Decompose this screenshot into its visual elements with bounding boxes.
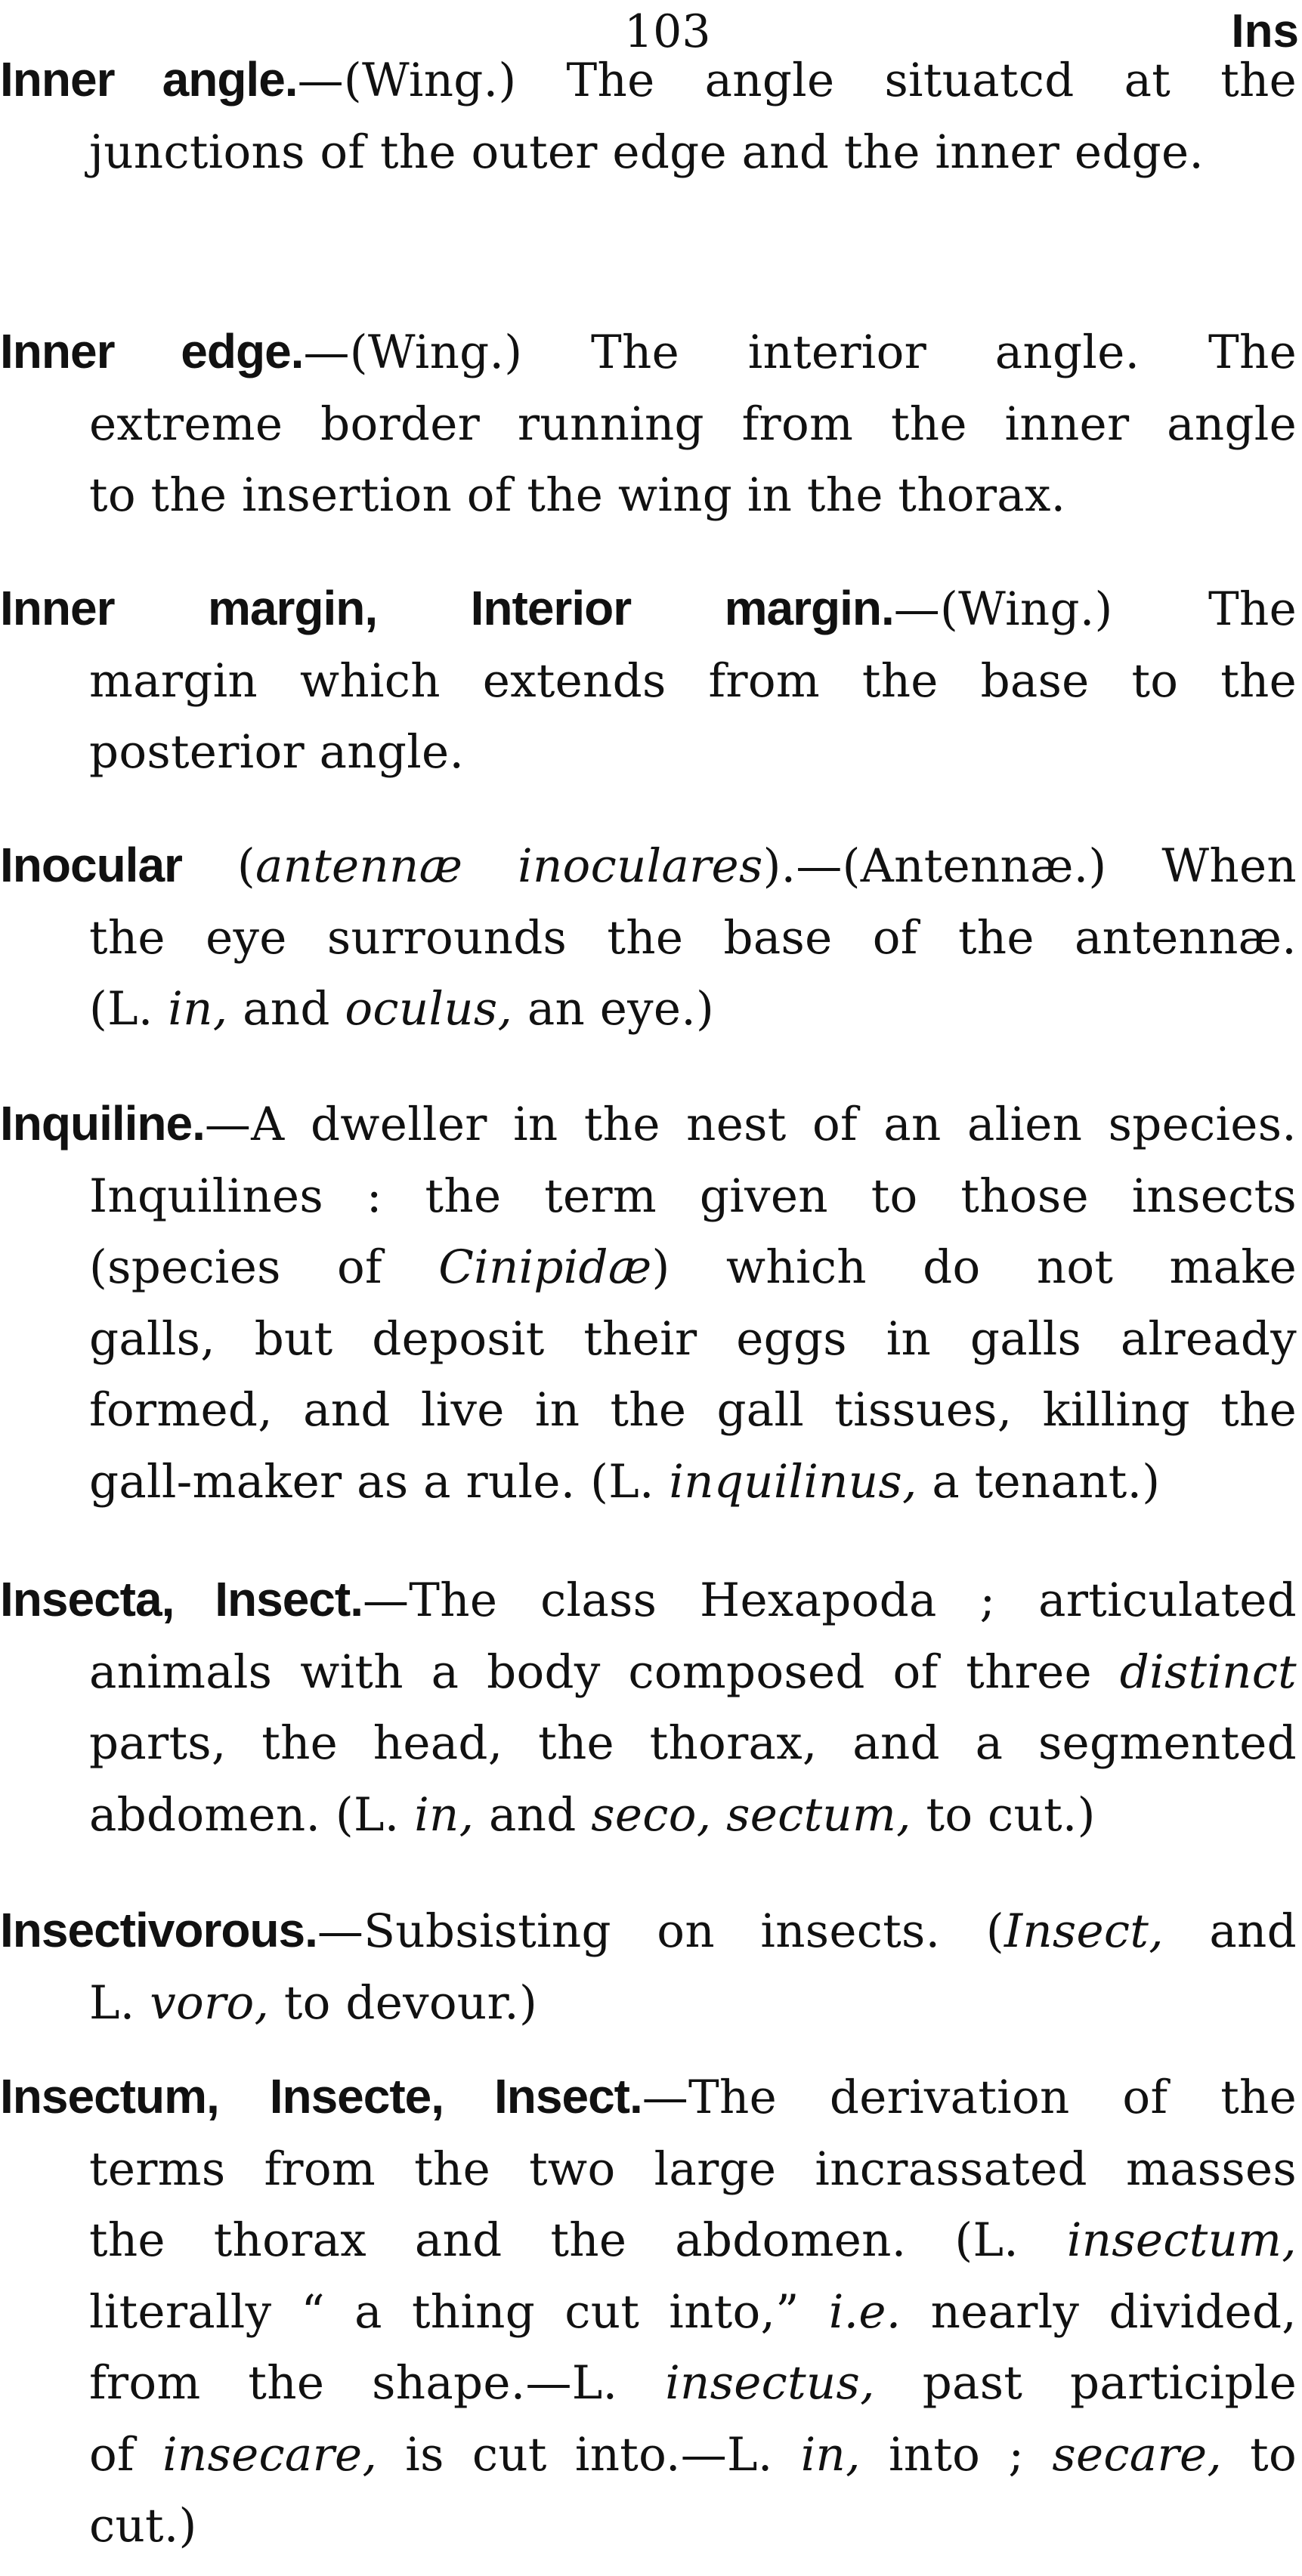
headword: Inquiline. <box>0 1096 205 1151</box>
entry-line: the eye surrounds the base of the antennæ. <box>89 910 1297 965</box>
entry-line: to the insertion of the wing in the thorax. <box>89 468 1066 522</box>
entry-line: (L. in, and oculus, an eye.) <box>89 982 715 1036</box>
headword: Insecta, Insect. <box>0 1572 363 1626</box>
entry-line: from the shape.—L. insectus, past participle <box>89 2356 1297 2410</box>
entry-line: Insectivorous.—Subsisting on insects. (Insect, and <box>0 1903 1297 1958</box>
entry-inquiline <box>0 1088 1297 1518</box>
entry-line: formed, and live in the gall tissues, killing the <box>89 1383 1297 1437</box>
entry-line: of insecare, is cut into.—L. in, into ; secare, to <box>89 2427 1297 2482</box>
entry-line: Inner edge.—(Wing.) The interior angle. The <box>0 324 1297 379</box>
headword: Inner edge. <box>0 324 304 378</box>
headword: Inocular <box>0 838 182 892</box>
entry-line: cut.) <box>89 2499 197 2553</box>
entry-line: Inquilines : the term given to those insects <box>89 1169 1297 1223</box>
entry-line: junctions of the outer edge and the inner edge. <box>89 125 1205 179</box>
entry-line: Inner angle.—(Wing.) The angle situatcd at the <box>0 52 1297 107</box>
entry-inner-margin <box>0 573 1297 789</box>
entry-line: posterior angle. <box>89 725 465 779</box>
entry-line: parts, the head, the thorax, and a segmented <box>89 1716 1297 1770</box>
headword: Insectivorous. <box>0 1903 317 1957</box>
entry-line: terms from the two large incrassated masses <box>89 2142 1297 2196</box>
entry-line: extreme border running from the inner angle <box>89 397 1297 451</box>
entry-line: Insectum, Insecte, Insect.—The derivation of the <box>0 2069 1297 2124</box>
entry-line: Inquiline.—A dweller in the nest of an alien species. <box>0 1096 1297 1151</box>
entry-line: the thorax and the abdomen. (L. insectum, <box>89 2213 1297 2267</box>
entry-inner-angle <box>0 44 1297 188</box>
entry-insecta <box>0 1564 1297 1851</box>
entry-line: gall-maker as a rule. (L. inquilinus, a tenant.) <box>89 1454 1161 1509</box>
headword: Inner angle. <box>0 52 298 107</box>
entry-inocular <box>0 829 1297 1046</box>
guide-word: Ins <box>1231 5 1299 57</box>
entry-line: Inocular (antennæ inoculares).—(Antennæ.) When <box>0 838 1297 893</box>
entry-line: (species of Cinipidæ) which do not make <box>89 1240 1297 1294</box>
headword: Inner margin, Interior margin. <box>0 581 894 635</box>
entry-line: Insecta, Insect.—The class Hexapoda ; articulated <box>0 1572 1297 1627</box>
entry-insectivorous <box>0 1895 1297 2039</box>
entry-line: L. voro, to devour.) <box>89 1975 538 2030</box>
entry-line: animals with a body composed of three distinct <box>89 1645 1297 1699</box>
entry-inner-edge <box>0 316 1297 532</box>
entry-line: literally “ a thing cut into,” i.e. nearly divided, <box>89 2284 1297 2339</box>
entry-line: Inner margin, Interior margin.—(Wing.) The <box>0 581 1297 636</box>
entry-insectum <box>0 2061 1297 2562</box>
headword: Insectum, Insecte, Insect. <box>0 2069 642 2124</box>
entry-line: abdomen. (L. in, and seco, sectum, to cut.) <box>89 1787 1096 1842</box>
entry-line: margin which extends from the base to the <box>89 653 1297 708</box>
entry-line: galls, but deposit their eggs in galls already <box>89 1311 1297 1366</box>
page-number: 103 <box>624 5 711 58</box>
